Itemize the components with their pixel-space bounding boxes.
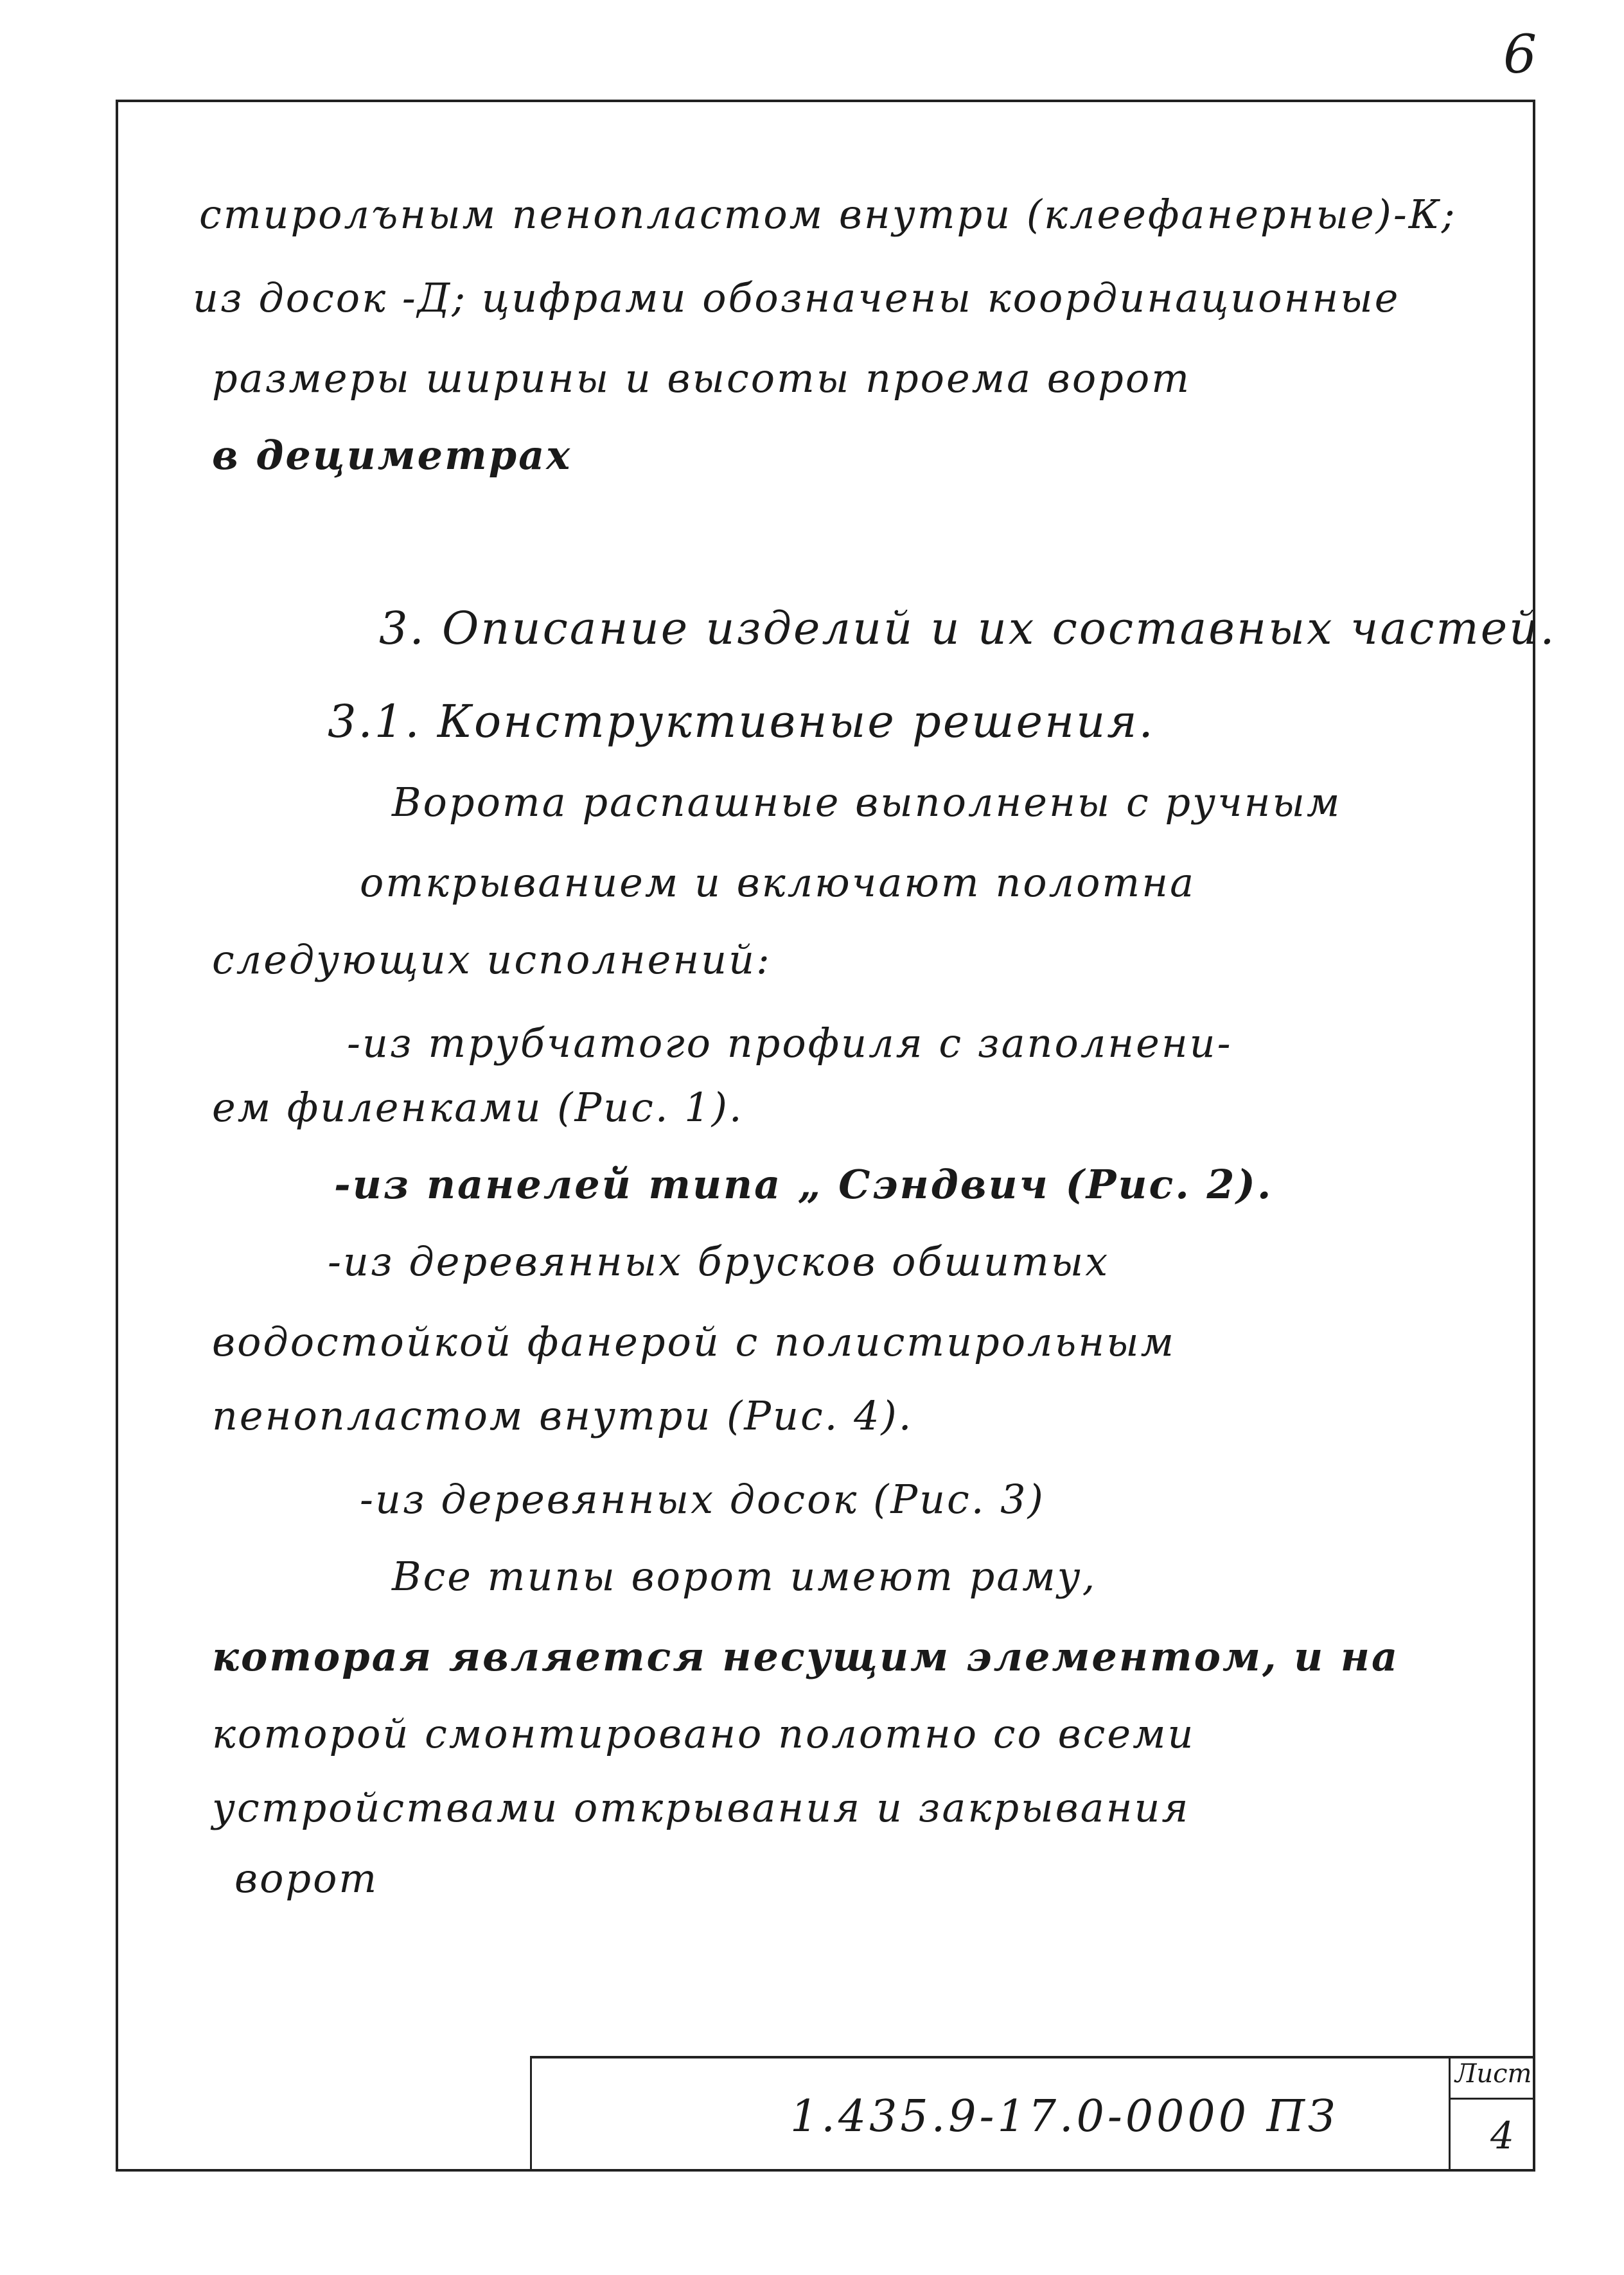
subsection-heading: 3.1. Конструктивные решения. [328, 695, 1155, 748]
text-line: из досок -Д; цифрами обозначены координационные [193, 274, 1400, 321]
text-line: следующих исполнений: [212, 936, 772, 983]
page-corner-number: 6 [1503, 24, 1537, 85]
sheet-number: 4 [1490, 2114, 1514, 2157]
sheet-label: Лист [1455, 2059, 1532, 2089]
sheet-divider [1449, 2098, 1535, 2100]
text-line: которая является несущим элементом, и на [212, 1633, 1400, 1680]
text-line: размеры ширины и высоты проема ворот [212, 355, 1191, 402]
list-item: -из трубчатого профиля с заполнени- [347, 1020, 1233, 1067]
document-code: 1.435.9-17.0-0000 ПЗ [790, 2091, 1339, 2142]
text-line: открыванием и включают полотна [360, 859, 1196, 906]
text-line: в дециметрах [212, 432, 572, 479]
text-line: Ворота распашные выполнены с ручным [392, 779, 1342, 826]
list-item: ем филенками (Рис. 1). [212, 1084, 744, 1131]
text-line: устройствами открывания и закрывания [212, 1784, 1190, 1831]
list-item: водостойкой фанерой с полистирольным [212, 1318, 1176, 1365]
text-line: Все типы ворот имеют раму, [392, 1553, 1097, 1600]
section-heading: 3. Описание изделий и их составных частей. [379, 602, 1557, 655]
list-item: -из деревянных досок (Рис. 3) [360, 1476, 1045, 1523]
list-item: -из панелей типа „ Сэндвич (Рис. 2). [334, 1161, 1273, 1208]
list-item: -из деревянных брусков обшитых [328, 1238, 1110, 1285]
list-item: пенопластом внутри (Рис. 4). [212, 1392, 914, 1439]
text-line: ворот [234, 1855, 379, 1902]
text-line: которой смонтировано полотно со всеми [212, 1710, 1196, 1757]
text-line: стиролъным пенопластом внутри (клеефанерные)-К; [199, 191, 1457, 238]
